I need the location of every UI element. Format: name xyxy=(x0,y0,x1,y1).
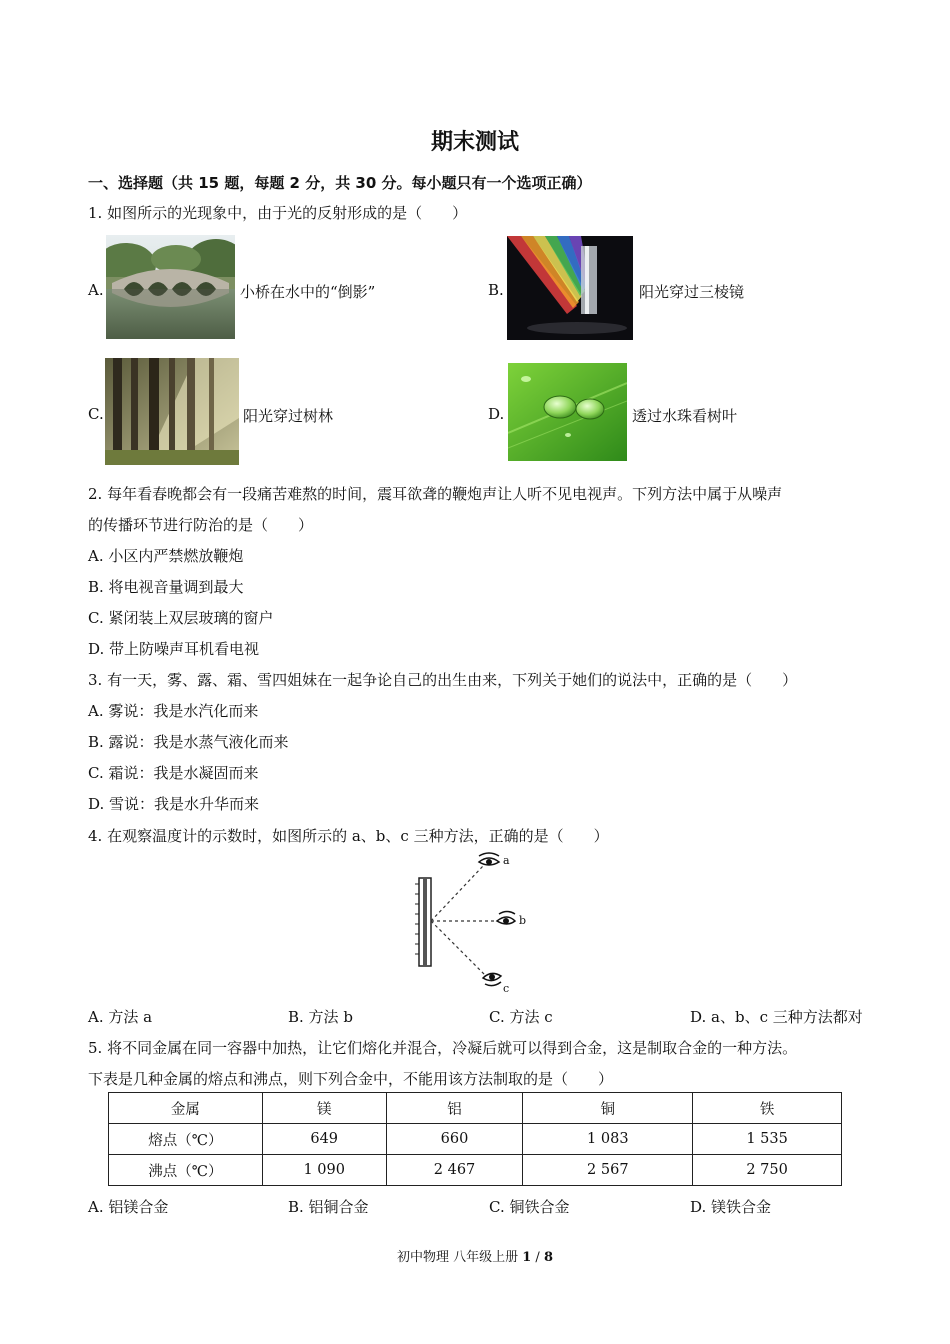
table-cell: 沸点（℃） xyxy=(109,1155,263,1186)
q1-option-c-label: C. xyxy=(88,405,104,423)
question-3-stem: 3. 有一天，雾、露、霜、雪四姐妹在一起争论自己的出生由来，下列关于她们的说法中，正确的是（ ） xyxy=(88,671,798,689)
metal-properties-table xyxy=(108,1092,842,1186)
footer-page-total: 8 xyxy=(543,1250,553,1265)
q5-option-a: A. 铝镁合金 xyxy=(88,1198,169,1216)
bridge-reflection-image xyxy=(106,235,235,339)
table-cell: 649 xyxy=(262,1124,386,1155)
table-row xyxy=(109,1155,842,1186)
table-header-cell: 铜 xyxy=(523,1093,693,1124)
water-droplet-leaf-image xyxy=(508,363,627,461)
q1-option-a-label: A. xyxy=(88,281,104,299)
q1-option-a-caption: 小桥在水中的“倒影” xyxy=(240,283,376,301)
question-5-stem-line1: 5. 将不同金属在同一容器中加热，让它们熔化并混合，冷凝后就可以得到合金，这是制取合金的一种方法。 xyxy=(88,1039,798,1057)
footer-separator: / xyxy=(531,1250,544,1265)
table-header-cell: 镁 xyxy=(262,1093,386,1124)
q2-option-d: D. 带上防噪声耳机看电视 xyxy=(88,640,260,658)
table-header-cell: 金属 xyxy=(109,1093,263,1124)
prism-spectrum-image xyxy=(507,236,633,340)
q3-option-b: B. 露说：我是水蒸气液化而来 xyxy=(88,733,289,751)
q4-option-c: C. 方法 c xyxy=(489,1008,553,1026)
fig-label-c: c xyxy=(503,982,510,995)
table-cell: 1 090 xyxy=(262,1155,386,1186)
table-cell: 660 xyxy=(386,1124,523,1155)
section-heading: 一、选择题（共 15 题，每题 2 分，共 30 分。每小题只有一个选项正确） xyxy=(88,174,592,192)
page-footer xyxy=(0,1246,950,1265)
table-header-cell: 铁 xyxy=(693,1093,842,1124)
q2-option-a: A. 小区内严禁燃放鞭炮 xyxy=(88,547,244,565)
footer-subject: 初中物理 八年级上册 xyxy=(396,1250,523,1265)
table-cell: 熔点（℃） xyxy=(109,1124,263,1155)
table-cell: 2 567 xyxy=(523,1155,693,1186)
eye-icon-c xyxy=(483,973,501,985)
q3-option-d: D. 雪说：我是水升华而来 xyxy=(88,795,260,813)
q3-option-c: C. 霜说：我是水凝固而来 xyxy=(88,764,259,782)
eye-icon-b xyxy=(497,912,515,925)
q1-option-d-caption: 透过水珠看树叶 xyxy=(632,407,738,425)
q2-option-c: C. 紧闭装上双层玻璃的窗户 xyxy=(88,609,274,627)
q1-option-b-caption: 阳光穿过三棱镜 xyxy=(639,283,745,301)
fig-label-a: a xyxy=(503,854,510,867)
question-4-stem: 4. 在观察温度计的示数时，如图所示的 a、b、c 三种方法，正确的是（ ） xyxy=(88,827,609,845)
table-cell: 1 535 xyxy=(693,1124,842,1155)
page-title: 期末测试 xyxy=(430,130,519,155)
fig-label-b: b xyxy=(519,914,527,927)
table-cell: 2 467 xyxy=(386,1155,523,1186)
q4-option-a: A. 方法 a xyxy=(88,1008,153,1026)
table-header-row xyxy=(109,1093,842,1124)
table-cell: 1 083 xyxy=(523,1124,693,1155)
question-2-stem-line2: 的传播环节进行防治的是（ ） xyxy=(88,516,314,534)
eye-icon-a xyxy=(479,853,499,865)
q5-option-d: D. 镁铁合金 xyxy=(690,1198,772,1216)
q5-option-b: B. 铝铜合金 xyxy=(288,1198,369,1216)
forest-sunlight-image xyxy=(105,358,239,465)
q1-option-c-caption: 阳光穿过树林 xyxy=(243,407,334,425)
q5-option-c: C. 铜铁合金 xyxy=(489,1198,570,1216)
thermometer-diagram xyxy=(405,850,545,1000)
table-cell: 2 750 xyxy=(693,1155,842,1186)
table-header-cell: 铝 xyxy=(386,1093,523,1124)
q3-option-a: A. 雾说：我是水汽化而来 xyxy=(88,702,259,720)
question-5-stem-line2: 下表是几种金属的熔点和沸点，则下列合金中，不能用该方法制取的是（ ） xyxy=(88,1070,614,1088)
q2-option-b: B. 将电视音量调到最大 xyxy=(88,578,244,596)
q4-option-d: D. a、b、c 三种方法都对 xyxy=(690,1008,863,1026)
question-1-stem: 1. 如图所示的光现象中，由于光的反射形成的是（ ） xyxy=(88,204,468,222)
q4-option-b: B. 方法 b xyxy=(288,1008,353,1026)
question-2-stem-line1: 2. 每年看春晚都会有一段痛苦难熬的时间，震耳欲聋的鞭炮声让人听不见电视声。下列方法中属于从噪声 xyxy=(88,485,783,503)
q1-option-b-label: B. xyxy=(488,281,504,299)
q1-option-d-label: D. xyxy=(488,405,505,423)
table-row xyxy=(109,1124,842,1155)
footer-page-number: 1 xyxy=(522,1250,532,1265)
